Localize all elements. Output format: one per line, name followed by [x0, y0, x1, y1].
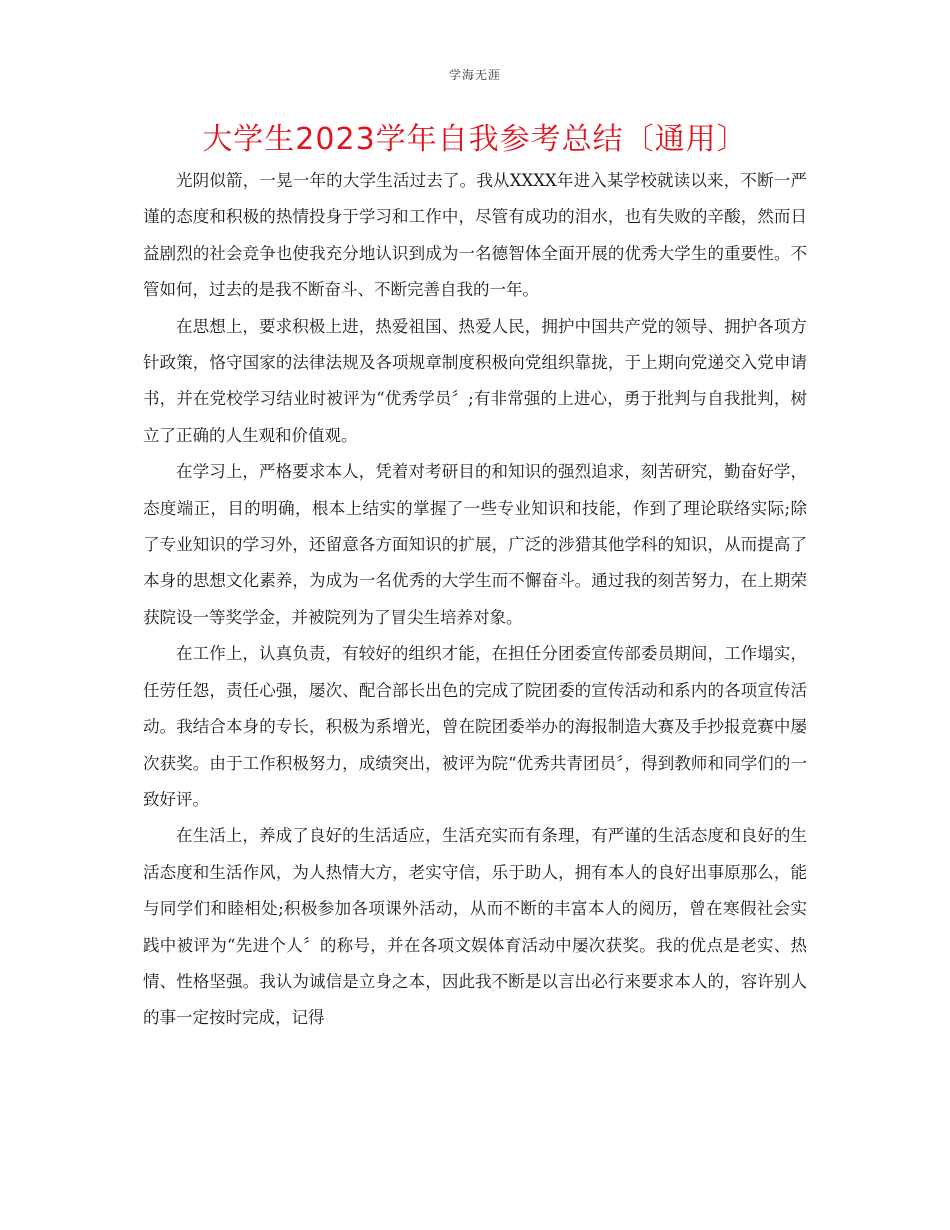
paragraph-ideology: 在思想上，要求积极上进，热爱祖国、热爱人民，拥护中国共产党的领导、拥护各项方针政策，恪守国家的法律法规及各项规章制度积极向党组织靠拢，于上期向党递交入党申请书，并在党校学习结业时被评为“优秀学员〞;有非常强的上进心，勇于批判与自我批判，树立了正确的人生观和价值观。 [143, 316, 807, 445]
paragraph-study: 在学习上，严格要求本人，凭着对考研目的和知识的强烈追求，刻苦研究，勤奋好学，态度端正，目的明确，根本上结实的掌握了一些专业知识和技能，作到了理论联络实际;除了专业知识的学习外，还留意各方面知识的扩展，广泛的涉猎其他学科的知识，从而提高了本身的思想文化素养，为成为一名优秀的大学生而不懈奋斗。通过我的刻苦努力，在上期荣获院设一等奖学金，并被院列为了冒尖生培养对象。 [143, 462, 807, 627]
document-title: 大学生2023学年自我参考总结〔通用〕 [202, 122, 748, 157]
document-body [143, 163, 807, 1037]
page-header-text: 学海无涯 [448, 68, 501, 82]
paragraph-life: 在生活上，养成了良好的生活适应，生活充实而有条理，有严谨的生活态度和良好的生活态度和生活作风，为人热情大方，老实守信，乐于助人，拥有本人的良好出事原那么，能与同学们和睦相处;积极参加各项课外活动，从而不断的丰富本人的阅历，曾在寒假社会实践中被评为“先进个人〞的称号，并在各项文娱体育活动中屡次获奖。我的优点是老实、热情、性格坚强。我认为诚信是立身之本，因此我不断是以言出必行来要求本人的，容许别人的事一定按时完成，记得 [143, 826, 807, 1028]
paragraph-work: 在工作上，认真负责，有较好的组织才能，在担任分团委宣传部委员期间，工作塌实，任劳任怨，责任心强，屡次、配合部长出色的完成了院团委的宣传活动和系内的各项宣传活动。我结合本身的专长，积极为系增光，曾在院团委举办的海报制造大赛及手抄报竞赛中屡次获奖。由于工作积极努力，成绩突出，被评为院“优秀共青团员〞，得到教师和同学们的一致好评。 [143, 644, 807, 809]
paragraph-intro: 光阴似箭，一晃一年的大学生活过去了。我从XXXX年进入某学校就读以来，不断一严谨的态度和积极的热情投身于学习和工作中，尽管有成功的泪水，也有失败的辛酸，然而日益剧烈的社会竞争也使我充分地认识到成为一名德智体全面开展的优秀大学生的重要性。不管如何，过去的是我不断奋斗、不断完善自我的一年。 [143, 171, 807, 300]
